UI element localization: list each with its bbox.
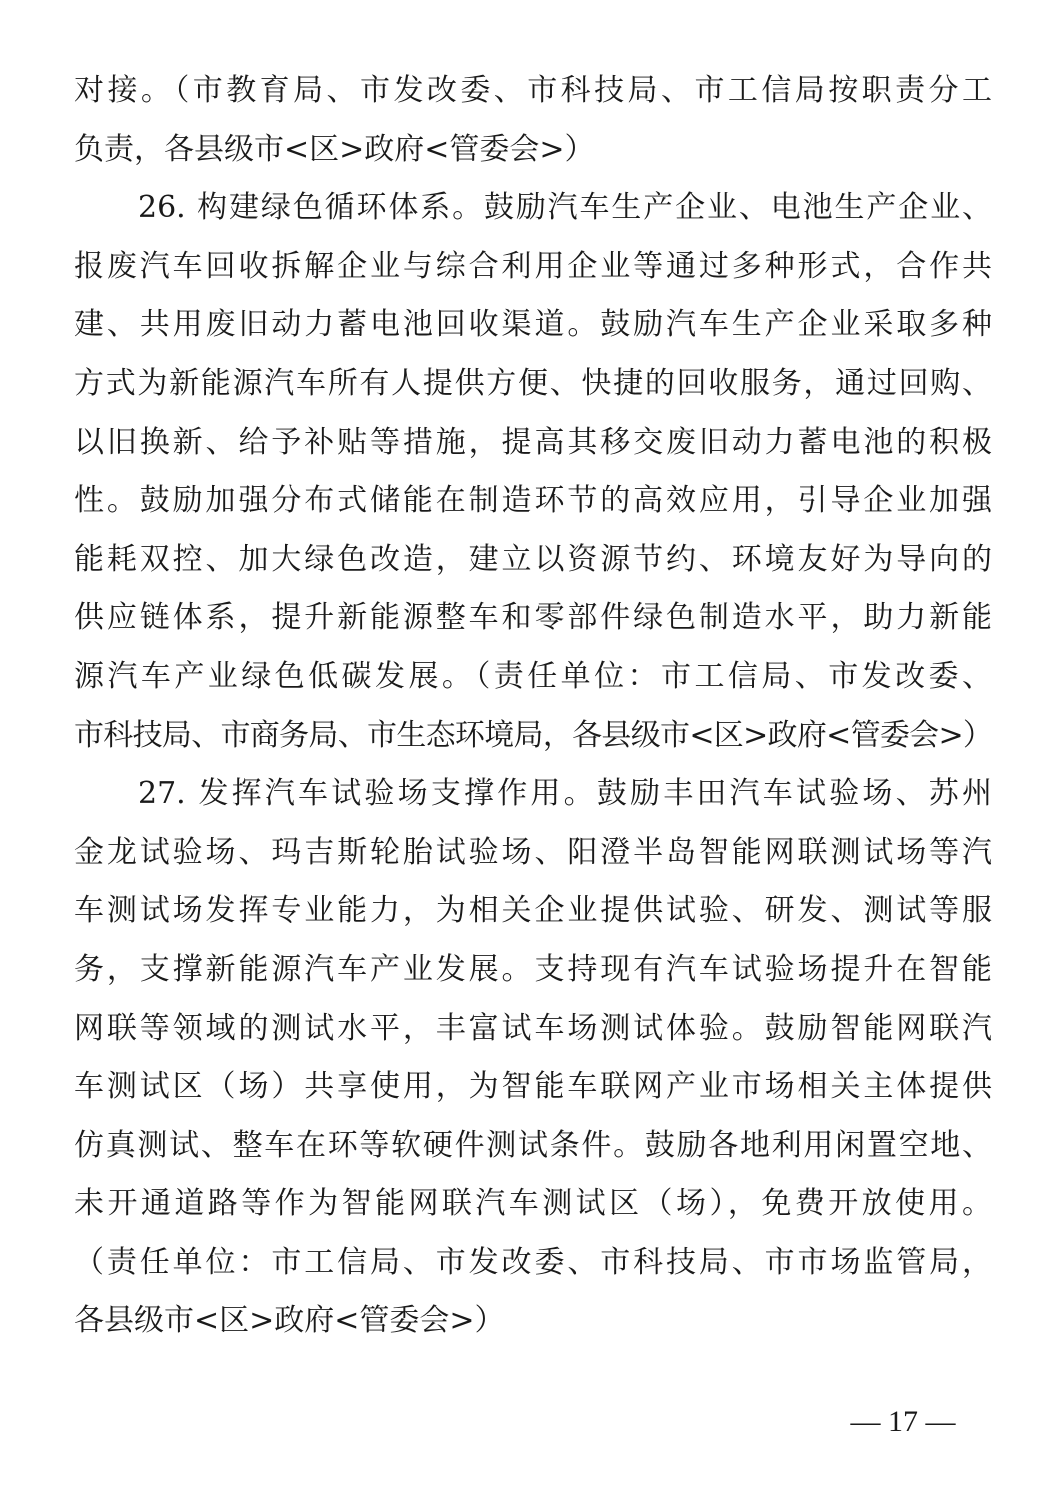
text-line: 车测试区（场）共享使用，为智能车联网产业市场相关主体提供 [74, 1069, 992, 1105]
section-heading-line: 27. 发挥汽车试验场支撑作用。鼓励丰田汽车试验场、苏州 [138, 776, 992, 812]
page-number: — 17 — [850, 1405, 956, 1438]
text-line: 源汽车产业绿色低碳发展。（责任单位：市工信局、市发改委、 [74, 658, 992, 694]
text-line: 以旧换新、给予补贴等措施，提高其移交废旧动力蓄电池的积极 [74, 424, 992, 460]
text-line: 网联等领域的测试水平，丰富试车场测试体验。鼓励智能网联汽 [74, 1010, 992, 1046]
text-line: 报废汽车回收拆解企业与综合利用企业等通过多种形式，合作共 [74, 248, 992, 284]
section-heading-line: 26. 构建绿色循环体系。鼓励汽车生产企业、电池生产企业、 [138, 190, 992, 226]
text-line: 建、共用废旧动力蓄电池回收渠道。鼓励汽车生产企业采取多种 [74, 307, 992, 343]
text-line: 市科技局、市商务局、市生态环境局，各县级市<区>政府<管委会>） [74, 717, 992, 753]
text-line: （责任单位：市工信局、市发改委、市科技局、市市场监管局， [74, 1244, 992, 1280]
text-line: 仿真测试、整车在环等软硬件测试条件。鼓励各地利用闲置空地、 [74, 1127, 992, 1163]
text-line: 性。鼓励加强分布式储能在制造环节的高效应用，引导企业加强 [74, 483, 992, 519]
text-line: 车测试场发挥专业能力，为相关企业提供试验、研发、测试等服 [74, 893, 992, 929]
text-line: 对接。（市教育局、市发改委、市科技局、市工信局按职责分工 [74, 73, 992, 108]
body-text [74, 62, 992, 1351]
text-line: 负责，各县级市<区>政府<管委会>） [74, 131, 595, 167]
text-line: 方式为新能源汽车所有人提供方便、快捷的回收服务，通过回购、 [74, 365, 992, 401]
text-line: 未开通道路等作为智能网联汽车测试区（场），免费开放使用。 [74, 1186, 992, 1222]
text-line: 务，支撑新能源汽车产业发展。支持现有汽车试验场提升在智能 [74, 951, 992, 987]
text-line: 金龙试验场、玛吉斯轮胎试验场、阳澄半岛智能网联测试场等汽 [74, 834, 992, 870]
text-line: 各县级市<区>政府<管委会>） [74, 1303, 505, 1339]
text-line: 能耗双控、加大绿色改造，建立以资源节约、环境友好为导向的 [74, 541, 992, 577]
text-line: 供应链体系，提升新能源整车和零部件绿色制造水平，助力新能 [74, 600, 992, 636]
